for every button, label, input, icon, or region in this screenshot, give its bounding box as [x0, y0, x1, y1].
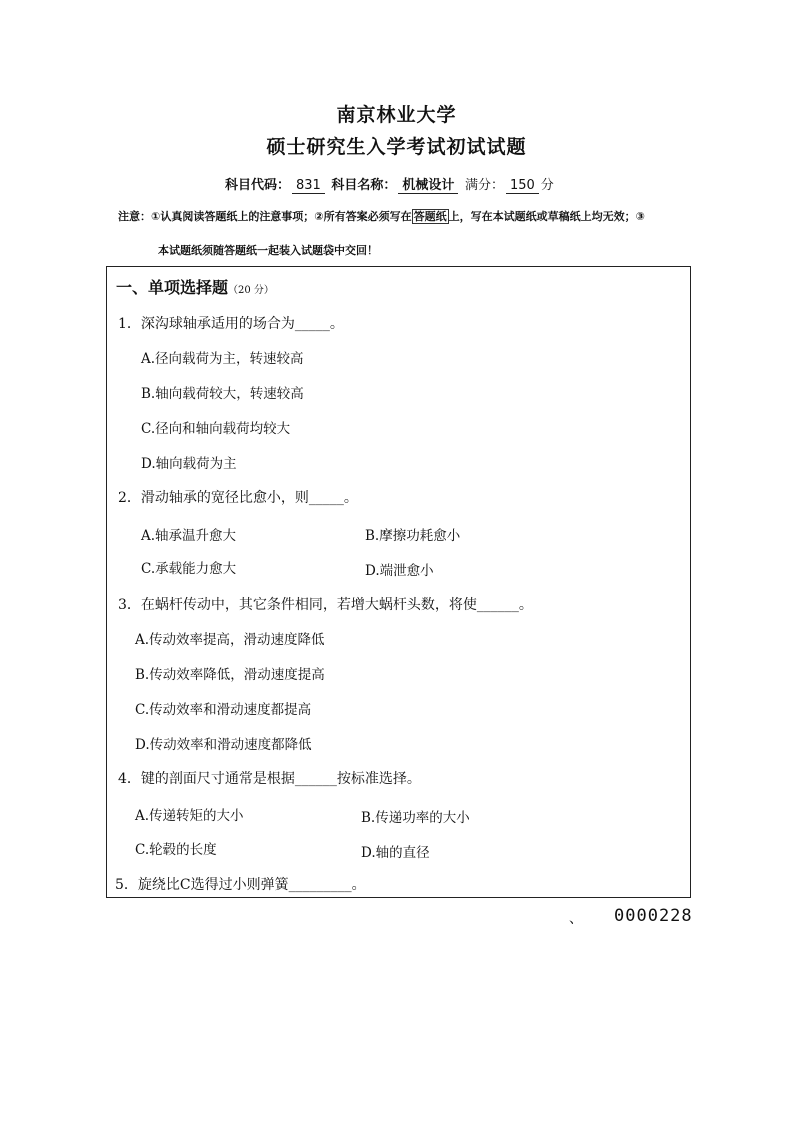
- footer-mark: 、: [569, 911, 583, 927]
- q2-option-d: D.端泄愈小: [365, 563, 434, 579]
- section-title: [116, 275, 274, 298]
- subject-code-label: 科目代码：: [225, 178, 291, 193]
- notice-text-a: 注意：①认真阅读答题纸上的注意事项；②所有答案必须写在: [118, 210, 412, 223]
- subject-line: [225, 174, 554, 194]
- q1-option-a: A.径向载荷为主，转速较高: [141, 351, 304, 367]
- page-code: 0000228: [614, 906, 693, 926]
- q3-option-a: A.传动效率提高，滑动速度降低: [135, 632, 325, 648]
- subject-code: 831: [292, 178, 325, 194]
- section-points: （20 分）: [228, 285, 274, 296]
- section-heading: 一、单项选择题: [116, 278, 229, 297]
- score-label: 满分：: [464, 178, 504, 193]
- score-unit: 分: [540, 178, 554, 193]
- score-value: 150: [506, 178, 539, 194]
- question-3: 3．在蜗杆传动中，其它条件相同，若增大蜗杆头数，将使______。: [118, 597, 533, 613]
- q3-option-c: C.传动效率和滑动速度都提高: [135, 702, 312, 718]
- q4-option-d: D.轴的直径: [361, 845, 430, 861]
- q3-option-b: B.传动效率降低，滑动速度提高: [135, 667, 325, 683]
- q1-option-b: B.轴向载荷较大，转速较高: [141, 386, 304, 402]
- q3-option-d: D.传动效率和滑动速度都降低: [135, 737, 312, 753]
- university-name: 南京林业大学: [336, 104, 457, 126]
- notice-line-1: [118, 208, 645, 224]
- question-5: 5．旋绕比C选得过小则弹簧_________。: [115, 877, 366, 893]
- subject-name-label: 科目名称：: [331, 178, 397, 193]
- subject-name: 机械设计: [398, 174, 458, 194]
- q1-option-c: C.径向和轴向载荷均较大: [141, 421, 291, 437]
- q1-option-d: D.轴向载荷为主: [141, 456, 237, 472]
- exam-title: 硕士研究生入学考试初试试题: [266, 136, 527, 158]
- q4-option-b: B.传递功率的大小: [361, 810, 470, 826]
- q2-option-a: A.轴承温升愈大: [141, 528, 237, 544]
- q2-option-b: B.摩擦功耗愈小: [365, 528, 461, 544]
- question-4: 4．键的剖面尺寸通常是根据______按标准选择。: [118, 771, 421, 787]
- notice-boxed-word: 答题纸: [413, 210, 447, 223]
- notice-line-2: 本试题纸须随答题纸一起装入试题袋中交回！: [158, 244, 378, 257]
- question-1: 1．深沟球轴承适用的场合为_____。: [118, 316, 344, 332]
- question-2: 2．滑动轴承的宽径比愈小，则_____。: [118, 490, 358, 506]
- notice-text-b: 上，写在本试题纸或草稿纸上均无效；③: [448, 210, 645, 223]
- q2-option-c: C.承载能力愈大: [141, 561, 237, 577]
- q4-option-c: C.轮毂的长度: [135, 842, 217, 858]
- q4-option-a: A.传递转矩的大小: [135, 808, 244, 824]
